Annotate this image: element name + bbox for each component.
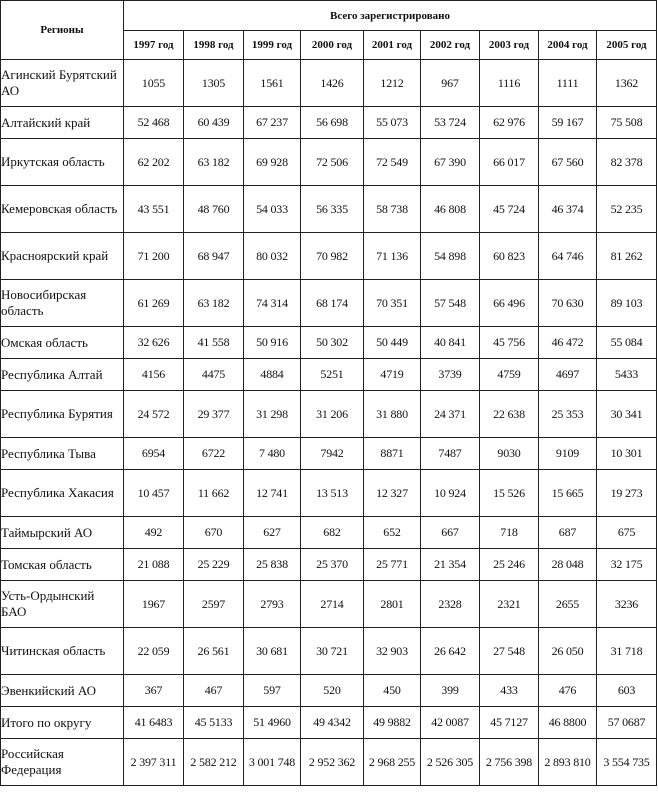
value-cell: 25 353 — [539, 391, 597, 438]
value-cell: 1116 — [480, 60, 539, 107]
value-cell: 56 698 — [301, 107, 364, 139]
value-cell: 41 6483 — [124, 707, 184, 739]
value-cell: 25 370 — [301, 549, 364, 581]
value-cell: 682 — [301, 517, 364, 549]
year-header: 2003 год — [480, 31, 539, 60]
value-cell: 1967 — [124, 581, 184, 628]
value-cell: 67 390 — [421, 139, 480, 186]
value-cell: 46 8800 — [539, 707, 597, 739]
value-cell: 72 549 — [364, 139, 421, 186]
value-cell: 45 7127 — [480, 707, 539, 739]
value-cell: 2 526 305 — [421, 739, 480, 786]
value-cell: 70 351 — [364, 280, 421, 327]
value-cell: 1426 — [301, 60, 364, 107]
value-cell: 15 526 — [480, 470, 539, 517]
value-cell: 2 582 212 — [184, 739, 244, 786]
value-cell: 2 968 255 — [364, 739, 421, 786]
value-cell: 1362 — [597, 60, 657, 107]
table-row — [1, 438, 657, 470]
value-cell: 670 — [184, 517, 244, 549]
year-header: 1997 год — [124, 31, 184, 60]
table-body — [1, 60, 657, 786]
value-cell: 2328 — [421, 581, 480, 628]
value-cell: 26 561 — [184, 628, 244, 675]
year-header: 2000 год — [301, 31, 364, 60]
value-cell: 71 136 — [364, 233, 421, 280]
value-cell: 7487 — [421, 438, 480, 470]
value-cell: 64 746 — [539, 233, 597, 280]
value-cell: 6954 — [124, 438, 184, 470]
value-cell: 25 771 — [364, 549, 421, 581]
value-cell: 627 — [244, 517, 301, 549]
value-cell: 718 — [480, 517, 539, 549]
value-cell: 46 808 — [421, 186, 480, 233]
value-cell: 520 — [301, 675, 364, 707]
value-cell: 70 982 — [301, 233, 364, 280]
value-cell: 54 898 — [421, 233, 480, 280]
value-cell: 41 558 — [184, 327, 244, 359]
value-cell: 675 — [597, 517, 657, 549]
value-cell: 967 — [421, 60, 480, 107]
value-cell: 667 — [421, 517, 480, 549]
value-cell: 56 335 — [301, 186, 364, 233]
value-cell: 3236 — [597, 581, 657, 628]
value-cell: 50 916 — [244, 327, 301, 359]
value-cell: 1111 — [539, 60, 597, 107]
region-name-cell: Красноярский край — [1, 233, 124, 280]
value-cell: 80 032 — [244, 233, 301, 280]
region-name-cell: Читинская область — [1, 628, 124, 675]
table-row — [1, 107, 657, 139]
region-name-cell: Томская область — [1, 549, 124, 581]
value-cell: 30 721 — [301, 628, 364, 675]
value-cell: 7942 — [301, 438, 364, 470]
value-cell: 399 — [421, 675, 480, 707]
value-cell: 21 354 — [421, 549, 480, 581]
table-row — [1, 60, 657, 107]
year-header: 1999 год — [244, 31, 301, 60]
value-cell: 62 202 — [124, 139, 184, 186]
value-cell: 27 548 — [480, 628, 539, 675]
value-cell: 8871 — [364, 438, 421, 470]
table-row — [1, 675, 657, 707]
region-name-cell: Республика Алтай — [1, 359, 124, 391]
value-cell: 48 760 — [184, 186, 244, 233]
value-cell: 31 206 — [301, 391, 364, 438]
value-cell: 5433 — [597, 359, 657, 391]
value-cell: 4719 — [364, 359, 421, 391]
value-cell: 1561 — [244, 60, 301, 107]
value-cell: 4697 — [539, 359, 597, 391]
region-name-cell: Омская область — [1, 327, 124, 359]
value-cell: 2321 — [480, 581, 539, 628]
value-cell: 49 4342 — [301, 707, 364, 739]
value-cell: 68 174 — [301, 280, 364, 327]
value-cell: 2655 — [539, 581, 597, 628]
value-cell: 70 630 — [539, 280, 597, 327]
value-cell: 492 — [124, 517, 184, 549]
value-cell: 63 182 — [184, 139, 244, 186]
value-cell: 1212 — [364, 60, 421, 107]
value-cell: 26 050 — [539, 628, 597, 675]
value-cell: 32 175 — [597, 549, 657, 581]
regions-header: Регионы — [1, 1, 124, 60]
table-row — [1, 233, 657, 280]
region-name-cell: Усть-Ордынский БАО — [1, 581, 124, 628]
region-name-cell: Республика Тыва — [1, 438, 124, 470]
value-cell: 72 506 — [301, 139, 364, 186]
value-cell: 24 371 — [421, 391, 480, 438]
value-cell: 32 626 — [124, 327, 184, 359]
table-row — [1, 549, 657, 581]
value-cell: 30 681 — [244, 628, 301, 675]
value-cell: 89 103 — [597, 280, 657, 327]
value-cell: 60 439 — [184, 107, 244, 139]
value-cell: 45 5133 — [184, 707, 244, 739]
region-name-cell: Итого по округу — [1, 707, 124, 739]
value-cell: 9030 — [480, 438, 539, 470]
value-cell: 476 — [539, 675, 597, 707]
value-cell: 25 838 — [244, 549, 301, 581]
value-cell: 15 665 — [539, 470, 597, 517]
value-cell: 467 — [184, 675, 244, 707]
value-cell: 67 560 — [539, 139, 597, 186]
value-cell: 597 — [244, 675, 301, 707]
value-cell: 25 246 — [480, 549, 539, 581]
value-cell: 6722 — [184, 438, 244, 470]
value-cell: 55 084 — [597, 327, 657, 359]
value-cell: 19 273 — [597, 470, 657, 517]
header-row-group — [1, 1, 657, 31]
value-cell: 52 468 — [124, 107, 184, 139]
year-header: 2001 год — [364, 31, 421, 60]
value-cell: 12 327 — [364, 470, 421, 517]
value-cell: 50 302 — [301, 327, 364, 359]
value-cell: 29 377 — [184, 391, 244, 438]
value-cell: 75 508 — [597, 107, 657, 139]
value-cell: 57 548 — [421, 280, 480, 327]
value-cell: 30 341 — [597, 391, 657, 438]
value-cell: 31 298 — [244, 391, 301, 438]
value-cell: 1055 — [124, 60, 184, 107]
value-cell: 53 724 — [421, 107, 480, 139]
value-cell: 3739 — [421, 359, 480, 391]
value-cell: 55 073 — [364, 107, 421, 139]
region-name-cell: Республика Бурятия — [1, 391, 124, 438]
value-cell: 2793 — [244, 581, 301, 628]
table-row — [1, 139, 657, 186]
table-row — [1, 186, 657, 233]
value-cell: 49 9882 — [364, 707, 421, 739]
value-cell: 4759 — [480, 359, 539, 391]
value-cell: 40 841 — [421, 327, 480, 359]
year-header: 1998 год — [184, 31, 244, 60]
value-cell: 652 — [364, 517, 421, 549]
region-name-cell: Кемеровская область — [1, 186, 124, 233]
value-cell: 43 551 — [124, 186, 184, 233]
value-cell: 54 033 — [244, 186, 301, 233]
value-cell: 82 378 — [597, 139, 657, 186]
region-name-cell: Новосибирская область — [1, 280, 124, 327]
year-header: 2005 год — [597, 31, 657, 60]
region-name-cell: Эвенкийский АО — [1, 675, 124, 707]
value-cell: 10 924 — [421, 470, 480, 517]
value-cell: 603 — [597, 675, 657, 707]
value-cell: 46 472 — [539, 327, 597, 359]
value-cell: 74 314 — [244, 280, 301, 327]
value-cell: 4884 — [244, 359, 301, 391]
year-header: 2002 год — [421, 31, 480, 60]
value-cell: 59 167 — [539, 107, 597, 139]
region-name-cell: Иркутская область — [1, 139, 124, 186]
value-cell: 69 928 — [244, 139, 301, 186]
value-cell: 24 572 — [124, 391, 184, 438]
value-cell: 687 — [539, 517, 597, 549]
table-row — [1, 359, 657, 391]
value-cell: 2801 — [364, 581, 421, 628]
value-cell: 57 0687 — [597, 707, 657, 739]
value-cell: 66 017 — [480, 139, 539, 186]
value-cell: 21 088 — [124, 549, 184, 581]
value-cell: 58 738 — [364, 186, 421, 233]
value-cell: 4156 — [124, 359, 184, 391]
value-cell: 2597 — [184, 581, 244, 628]
table-row — [1, 707, 657, 739]
table-row — [1, 391, 657, 438]
value-cell: 1305 — [184, 60, 244, 107]
value-cell: 22 638 — [480, 391, 539, 438]
table-row — [1, 280, 657, 327]
value-cell: 45 756 — [480, 327, 539, 359]
total-registered-header: Всего зарегистрировано — [124, 1, 657, 31]
value-cell: 7 480 — [244, 438, 301, 470]
value-cell: 45 724 — [480, 186, 539, 233]
table-row — [1, 327, 657, 359]
value-cell: 68 947 — [184, 233, 244, 280]
value-cell: 67 237 — [244, 107, 301, 139]
table-row — [1, 628, 657, 675]
value-cell: 9109 — [539, 438, 597, 470]
region-name-cell: Алтайский край — [1, 107, 124, 139]
value-cell: 71 200 — [124, 233, 184, 280]
value-cell: 81 262 — [597, 233, 657, 280]
value-cell: 51 4960 — [244, 707, 301, 739]
region-name-cell: Российская Федерация — [1, 739, 124, 786]
value-cell: 60 823 — [480, 233, 539, 280]
value-cell: 12 741 — [244, 470, 301, 517]
table-row — [1, 470, 657, 517]
value-cell: 11 662 — [184, 470, 244, 517]
value-cell: 63 182 — [184, 280, 244, 327]
value-cell: 61 269 — [124, 280, 184, 327]
value-cell: 32 903 — [364, 628, 421, 675]
table-row — [1, 581, 657, 628]
value-cell: 13 513 — [301, 470, 364, 517]
value-cell: 26 642 — [421, 628, 480, 675]
region-name-cell: Республика Хакасия — [1, 470, 124, 517]
value-cell: 2714 — [301, 581, 364, 628]
year-header: 2004 год — [539, 31, 597, 60]
region-name-cell: Таймырский АО — [1, 517, 124, 549]
value-cell: 5251 — [301, 359, 364, 391]
value-cell: 433 — [480, 675, 539, 707]
value-cell: 2 756 398 — [480, 739, 539, 786]
value-cell: 367 — [124, 675, 184, 707]
value-cell: 2 397 311 — [124, 739, 184, 786]
value-cell: 10 301 — [597, 438, 657, 470]
value-cell: 46 374 — [539, 186, 597, 233]
value-cell: 450 — [364, 675, 421, 707]
value-cell: 22 059 — [124, 628, 184, 675]
value-cell: 25 229 — [184, 549, 244, 581]
value-cell: 31 880 — [364, 391, 421, 438]
value-cell: 52 235 — [597, 186, 657, 233]
value-cell: 10 457 — [124, 470, 184, 517]
value-cell: 3 554 735 — [597, 739, 657, 786]
region-name-cell: Агинский Бурятский АО — [1, 60, 124, 107]
value-cell: 50 449 — [364, 327, 421, 359]
value-cell: 62 976 — [480, 107, 539, 139]
value-cell: 66 496 — [480, 280, 539, 327]
value-cell: 2 893 810 — [539, 739, 597, 786]
value-cell: 28 048 — [539, 549, 597, 581]
value-cell: 31 718 — [597, 628, 657, 675]
value-cell: 2 952 362 — [301, 739, 364, 786]
table-row — [1, 517, 657, 549]
table-row — [1, 739, 657, 786]
value-cell: 4475 — [184, 359, 244, 391]
value-cell: 42 0087 — [421, 707, 480, 739]
value-cell: 3 001 748 — [244, 739, 301, 786]
